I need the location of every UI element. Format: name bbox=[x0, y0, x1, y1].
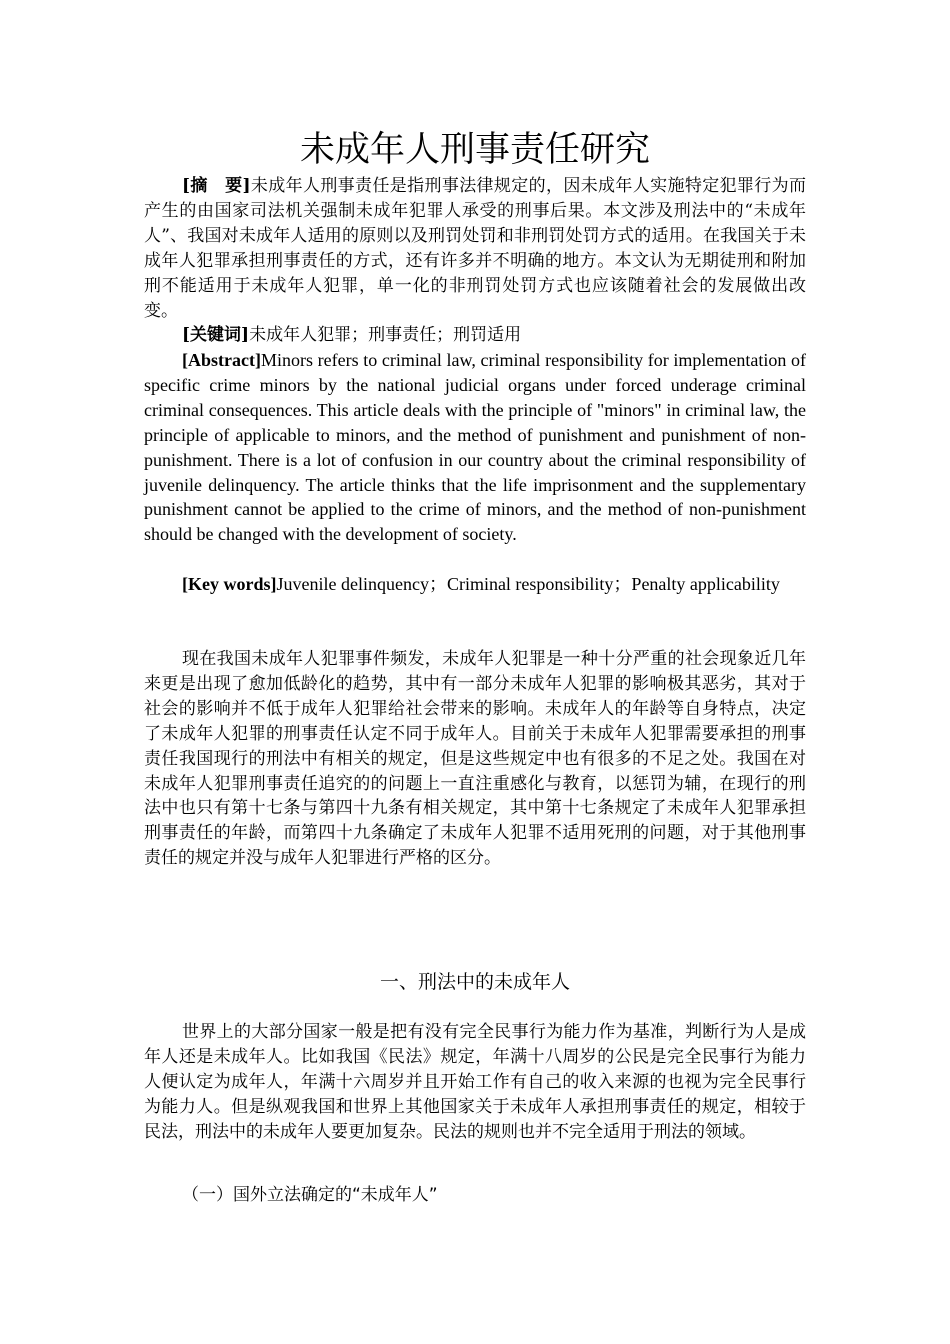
abstract-zh-label: [摘 要] bbox=[182, 176, 251, 196]
keywords-zh bbox=[144, 323, 806, 348]
section-1-subheading: （一）国外立法确定的“未成年人” bbox=[182, 1185, 438, 1205]
abstract-zh bbox=[144, 174, 806, 323]
document-title: 未成年人刑事责任研究 bbox=[299, 130, 650, 170]
abstract-en-text: Minors refers to criminal law, criminal responsibility for implementation of specific crime minors by the national judicial organs under forced underage criminal criminal consequences. This article deals with the principle of "minors" in criminal law, the principle of applicable to minors, and the method of punishment and punishment of non-punishment. There is a lot of confusion in our country about the criminal responsibility of juvenile delinquency. The article thinks that the life imprisonment and the supplementary punishment cannot be applied to the crime of minors, and the method of non-punishment should be changed with the development of society. bbox=[144, 350, 806, 545]
intro-paragraph: 现在我国未成年人犯罪事件频发，未成年人犯罪是一种十分严重的社会现象近几年来更是出现了愈加低龄化的趋势，其中有一部分未成年人犯罪的影响极其恶劣，其对于社会的影响并不低于成年人犯罪给社会带来的影响。未成年人的年龄等自身特点，决定了未成年人犯罪的刑事责任认定不同于成年人。目前关于未成年人犯罪需要承担的刑事责任我国现行的刑法中有相关的规定，但是这些规定中也有很多的不足之处。我国在对未成年人犯罪刑事责任追究的的问题上一直注重感化与教育，以惩罚为辅，在现行的刑法中也只有第十七条与第四十九条有相关规定，其中第十七条规定了未成年人犯罪承担刑事责任的年龄，而第四十九条确定了未成年人犯罪不适用死刑的问题，对于其他刑事责任的规定并没与成年人犯罪进行严格的区分。 bbox=[144, 649, 806, 869]
abstract-en-label: [Abstract] bbox=[182, 350, 261, 370]
section-1-paragraph: 世界上的大部分国家一般是把有没有完全民事行为能力作为基准，判断行为人是成年人还是未成年人。比如我国《民法》规定，年满十八周岁的公民是完全民事行为能力人便认定为成年人，年满十六周岁并且开始工作有自己的收入来源的也视为完全民事行为能力人。但是纵观我国和世界上其他国家关于未成年人承担刑事责任的规定，相较于民法，刑法中的未成年人要更加复杂。民法的规则也并不完全适用于刑法的领域。 bbox=[144, 1022, 806, 1142]
keywords-en-text: Juvenile delinquency；Criminal responsibility；Penalty applicability bbox=[276, 574, 780, 594]
keywords-zh-text: 未成年人犯罪；刑事责任；刑罚适用 bbox=[249, 325, 522, 345]
keywords-en bbox=[144, 572, 806, 597]
abstract-zh-text: 未成年人刑事责任是指刑事法律规定的，因未成年人实施特定犯罪行为而产生的由国家司法机关强制未成年犯罪人承受的刑事后果。本文涉及刑法中的“未成年人”、我国对未成年人适用的原则以及刑罚处罚和非刑罚处罚方式的适用。在我国关于未成年人犯罪承担刑事责任的方式，还有许多并不明确的地方。本文认为无期徒刑和附加刑不能适用于未成年人犯罪，单一化的非刑罚处罚方式也应该随着社会的发展做出改变。 bbox=[144, 176, 807, 321]
abstract-en bbox=[144, 348, 806, 547]
keywords-en-label: [Key words] bbox=[182, 574, 277, 594]
section-1-heading: 一、刑法中的未成年人 bbox=[379, 971, 570, 993]
keywords-zh-label: [关键词] bbox=[182, 325, 250, 345]
